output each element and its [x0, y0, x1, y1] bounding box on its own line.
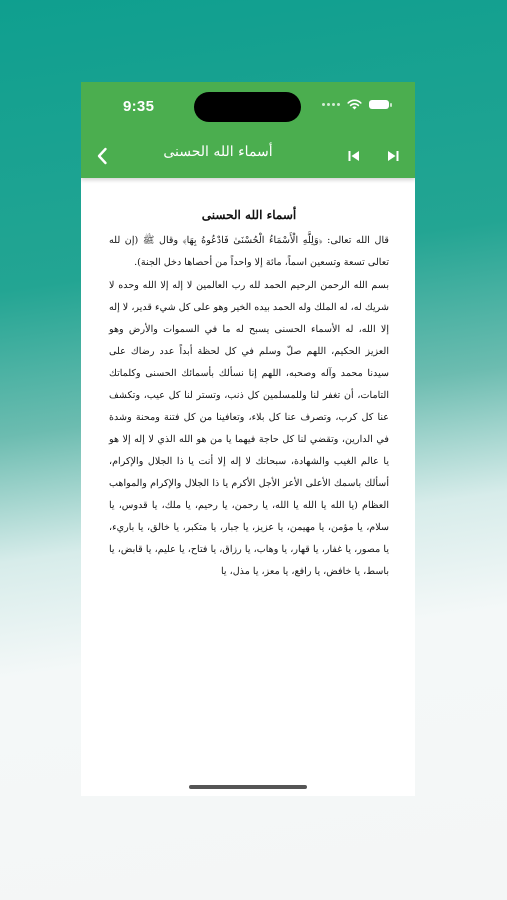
- body-paragraph: بسم الله الرحمن الرحيم الحمد لله رب العالمين لا إله إلا الله وحده لا شريك له، له الملك وله الحمد بيده الخير وهو على كل شيء قدير، لا إله إلا الله، له الأسماء الحسنى يسبح له ما في السموات والأرض وهو العزيز الحكيم، اللهم صلّ وسلم في كل لحظة أبداً عدد رضاك على سيدنا محمد وآله وصحبه، اللهم إنا نسألك بأسمائك الحسنى وكلماتك التامات، أن تغفر لنا وللمسلمين كل ذنب، وتستر لنا كل عيب، وتكشف عنا كل كرب، وتصرف عنا كل بلاء، وتعافينا من كل فتنة ومحنة وشدة في الدارين، وتقضي لنا كل حاجة فيهما يا من هو الله الذي لا إله إلا هو يا عالم الغيب والشهادة، سبحانك لا إله إلا أنت يا ذا الجلال والإكرام، أسألك باسمك الأعلى الأعز الأجل الأكرم يا ذا الجلال والإكرام والمواهب العظام (يا الله يا الله يا الله، يا رحمن، يا رحيم، يا ملك، يا قدوس، يا سلام، يا مؤمن، يا مهيمن، يا عزيز، يا جبار، يا متكبر، يا خالق، يا باريء، يا مصور، يا غفار، يا قهار، يا وهاب، يا رزاق، يا فتاح، يا عليم، يا قابض، يا باسط، يا خافض، يا رافع، يا معز، يا مذل، يا: [109, 280, 389, 577]
- page-title: أسماء الله الحسنى: [163, 144, 273, 160]
- dynamic-island: [194, 92, 301, 122]
- app-screen: [81, 82, 415, 796]
- wifi-icon: [347, 99, 362, 110]
- skip-next-icon: [386, 150, 400, 162]
- document-title: أسماء الله الحسنى: [201, 208, 297, 222]
- status-time: 9:35: [123, 98, 155, 115]
- signal-icon: [322, 103, 340, 106]
- app-header: [81, 82, 415, 178]
- chevron-left-icon: [96, 147, 108, 165]
- skip-previous-icon: [347, 150, 361, 162]
- navigation-bar: [81, 138, 415, 174]
- home-indicator[interactable]: [189, 785, 307, 789]
- previous-button[interactable]: [345, 147, 363, 165]
- next-button[interactable]: [384, 147, 402, 165]
- intro-paragraph: قال الله تعالى: ﴿وَلِلَّهِ الْأَسْمَاءُ الْحُسْنَىٰ فَادْعُوهُ بِهَا﴾ وقال ﷺ (إن لله تعالى تسعة وتسعين اسماً، مائة إلا واحداً من أحصاها دخل الجنة).: [109, 235, 389, 268]
- document-content: [109, 208, 389, 583]
- back-button[interactable]: [91, 144, 113, 168]
- battery-icon: [369, 100, 389, 109]
- status-icons: [322, 99, 389, 110]
